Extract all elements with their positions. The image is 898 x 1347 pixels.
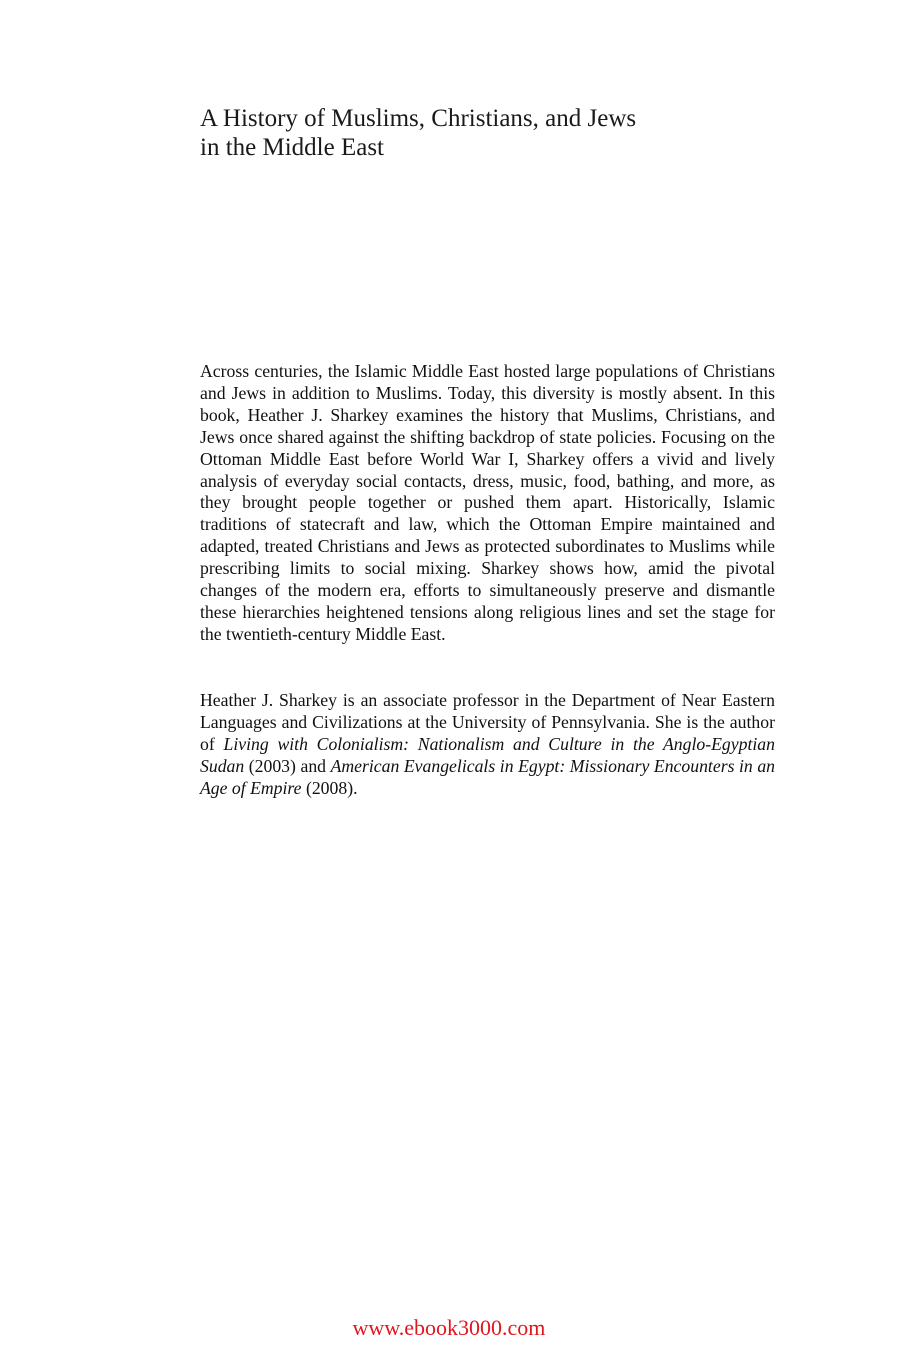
book-title-2: American Evangelicals in Egypt: Missionary Encounters in an Age of Empire [200,755,776,798]
book-year-1: (2003) and [244,755,331,776]
author-bio [200,690,775,800]
book-year-2: (2008). [301,777,358,798]
page-title [200,104,760,162]
bio-intro: Heather J. Sharkey is an associate professor in the Department of Near Eastern Languages and Civilizations at the University of Pennsylvania. She is the author of [200,690,775,754]
ebook-site-link[interactable]: www.ebook3000.com [352,1315,546,1340]
page-title-line-1: A History of Muslims, Christians, and Jews [200,105,637,132]
book-description: Across centuries, the Islamic Middle East hosted large populations of Christians and Jews in addition to Muslims. Today, this diversity is mostly absent. In this book, Heather J. Sharkey examines the history that Muslims, Christians, and Jews once shared against the shifting backdrop of state policies. Focusing on the Ottoman Middle East before World War I, Sharkey offers a vivid and lively analysis of everyday social contacts, dress, music, food, bathing, and more, as they brought people together or pushed them apart. Historically, Islamic traditions of statecraft and law, which the Ottoman Empire maintained and adapted, treated Christians and Jews as protected subordinates to Muslims while prescribing limits to social mixing. Sharkey shows how, amid the pivotal changes of the modern era, efforts to simultaneously preserve and dismantle these hierarchies heightened tensions along religious lines and set the stage for the twentieth-century Middle East. [200,361,775,644]
page-title-line-2: in the Middle East [200,134,384,161]
book-title-1: Living with Colonialism: Nationalism and Culture in the Anglo-Egyptian Sudan [200,733,775,776]
